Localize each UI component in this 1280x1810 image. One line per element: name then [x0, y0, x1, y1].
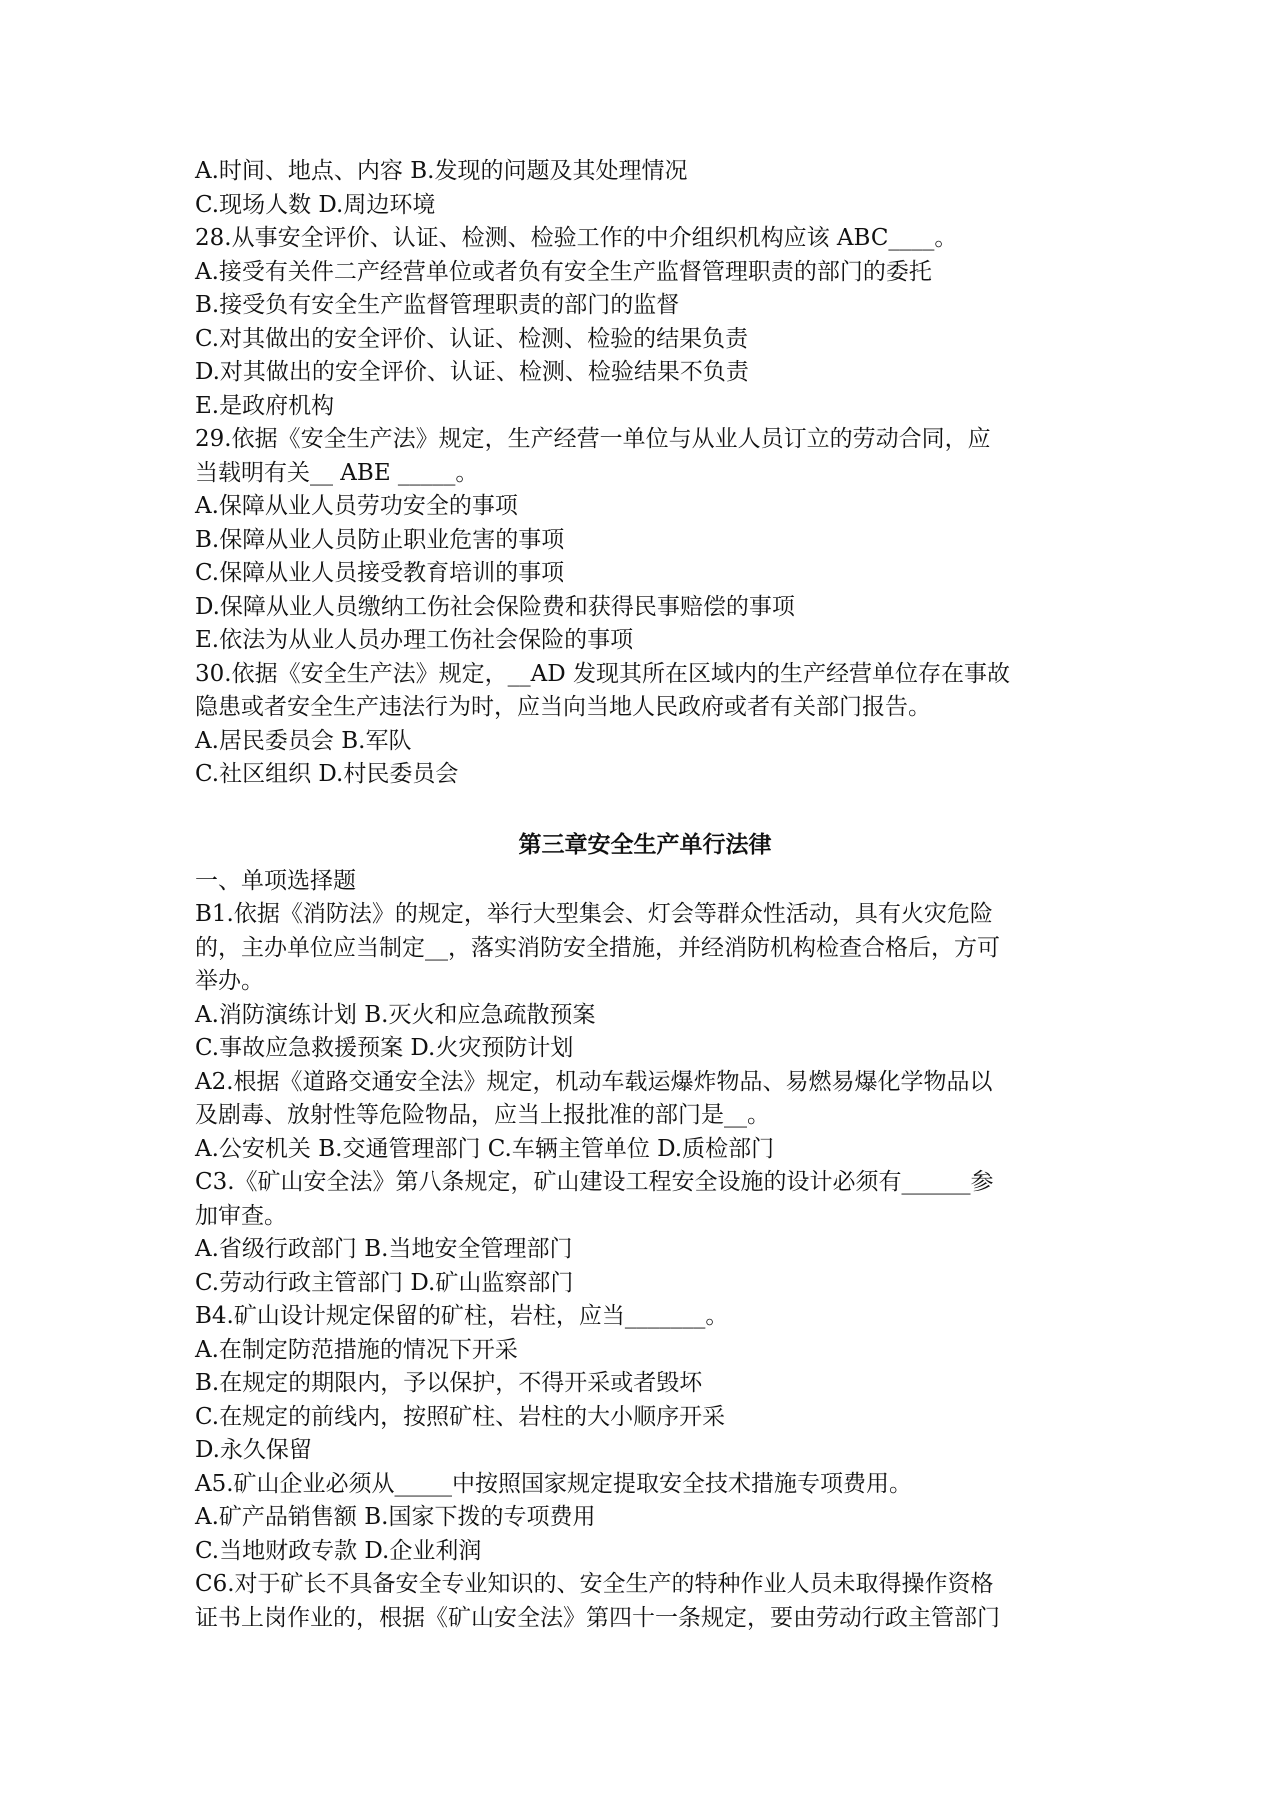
section-heading: 一、单项选择题 [195, 867, 356, 894]
options-abcd: A.公安机关 B.交通管理部门 C.车辆主管单位 D.质检部门 [195, 1135, 775, 1162]
question-b1-cont: 的，主办单位应当制定__，落实消防安全措施，并经消防机构检查合格后，方可 [195, 934, 1000, 961]
option-d: D.对其做出的安全评价、认证、检测、检验结果不负责 [195, 359, 749, 385]
option-e: E.依法为从业人员办理工伤社会保险的事项 [195, 627, 634, 653]
option-c: C.对其做出的安全评价、认证、检测、检验的结果负责 [195, 325, 749, 352]
option-b: B.接受负有安全生产监督管理职责的部门的监督 [195, 292, 680, 318]
option-c: C.在规定的前线内，按照矿柱、岩柱的大小顺序开采 [195, 1403, 726, 1430]
text-line: C.现场人数 D.周边环境 [195, 191, 436, 218]
options-ab: A.矿产品销售额 B.国家下拨的专项费用 [195, 1504, 596, 1530]
question-28: 28.从事安全评价、认证、检测、检验工作的中介组织机构应该 ABC____。 [195, 225, 958, 251]
question-c3-cont: 加审查。 [195, 1202, 287, 1229]
text-block-top [195, 155, 1095, 792]
question-b1-cont: 举办。 [195, 968, 264, 994]
option-b: B.保障从业人员防止职业危害的事项 [195, 526, 565, 553]
question-a2: A2.根据《道路交通安全法》规定，机动车载运爆炸物品、易燃易爆化学物品以 [195, 1068, 993, 1095]
options-ab: A.消防演练计划 B.灭火和应急疏散预案 [195, 1001, 596, 1028]
blank-line [195, 792, 1095, 826]
question-b1: B1.依据《消防法》的规定，举行大型集会、灯会等群众性活动，具有火灾危险 [195, 901, 993, 927]
document-page [195, 155, 1095, 1635]
options-cd: C.社区组织 D.村民委员会 [195, 761, 459, 787]
option-d: D.永久保留 [195, 1437, 312, 1463]
text-block-bottom [195, 865, 1095, 1636]
question-30-cont: 隐患或者安全生产违法行为时，应当向当地人民政府或者有关部门报告。 [195, 694, 931, 720]
options-ab: A.居民委员会 B.军队 [195, 727, 412, 754]
options-cd: C.当地财政专款 D.企业利润 [195, 1537, 482, 1564]
option-a: A.保障从业人员劳功安全的事项 [195, 493, 518, 519]
option-e: E.是政府机构 [195, 392, 335, 419]
chapter-title: 第三章安全生产单行法律 [518, 832, 772, 858]
option-c: C.保障从业人员接受教育培训的事项 [195, 560, 565, 586]
options-cd: C.劳动行政主管部门 D.矿山监察部门 [195, 1269, 574, 1296]
text-line: A.时间、地点、内容 B.发现的问题及其处理情况 [195, 158, 688, 184]
options-ab: A.省级行政部门 B.当地安全管理部门 [195, 1236, 573, 1262]
question-c6: C6.对于矿长不具备安全专业知识的、安全生产的特种作业人员未取得操作资格 [195, 1571, 994, 1597]
option-b: B.在规定的期限内，予以保护，不得开采或者毁坏 [195, 1370, 703, 1396]
question-29-cont: 当载明有关__ ABE _____。 [195, 459, 479, 486]
question-a5: A5.矿山企业必须从_____中按照国家规定提取安全技术措施专项费用。 [195, 1470, 913, 1497]
question-b4: B4.矿山设计规定保留的矿柱，岩柱，应当_______。 [195, 1303, 729, 1329]
question-30: 30.依据《安全生产法》规定，__AD 发现其所在区域内的生产经营单位存在事故 [195, 660, 1010, 687]
question-c6-cont: 证书上岗作业的，根据《矿山安全法》第四十一条规定，要由劳动行政主管部门 [195, 1604, 1000, 1631]
option-d: D.保障从业人员缴纳工伤社会保险费和获得民事赔偿的事项 [195, 593, 795, 620]
question-c3: C3.《矿山安全法》第八条规定，矿山建设工程安全设施的设计必须有______参 [195, 1169, 994, 1195]
question-a2-cont: 及剧毒、放射性等危险物品，应当上报批准的部门是__。 [195, 1102, 770, 1128]
option-a: A.在制定防范措施的情况下开采 [195, 1336, 518, 1363]
option-a: A.接受有关件二产经营单位或者负有安全生产监督管理职责的部门的委托 [195, 258, 932, 285]
question-29: 29.依据《安全生产法》规定，生产经营一单位与从业人员订立的劳动合同，应 [195, 426, 991, 452]
options-cd: C.事故应急救援预案 D.火灾预防计划 [195, 1035, 574, 1061]
